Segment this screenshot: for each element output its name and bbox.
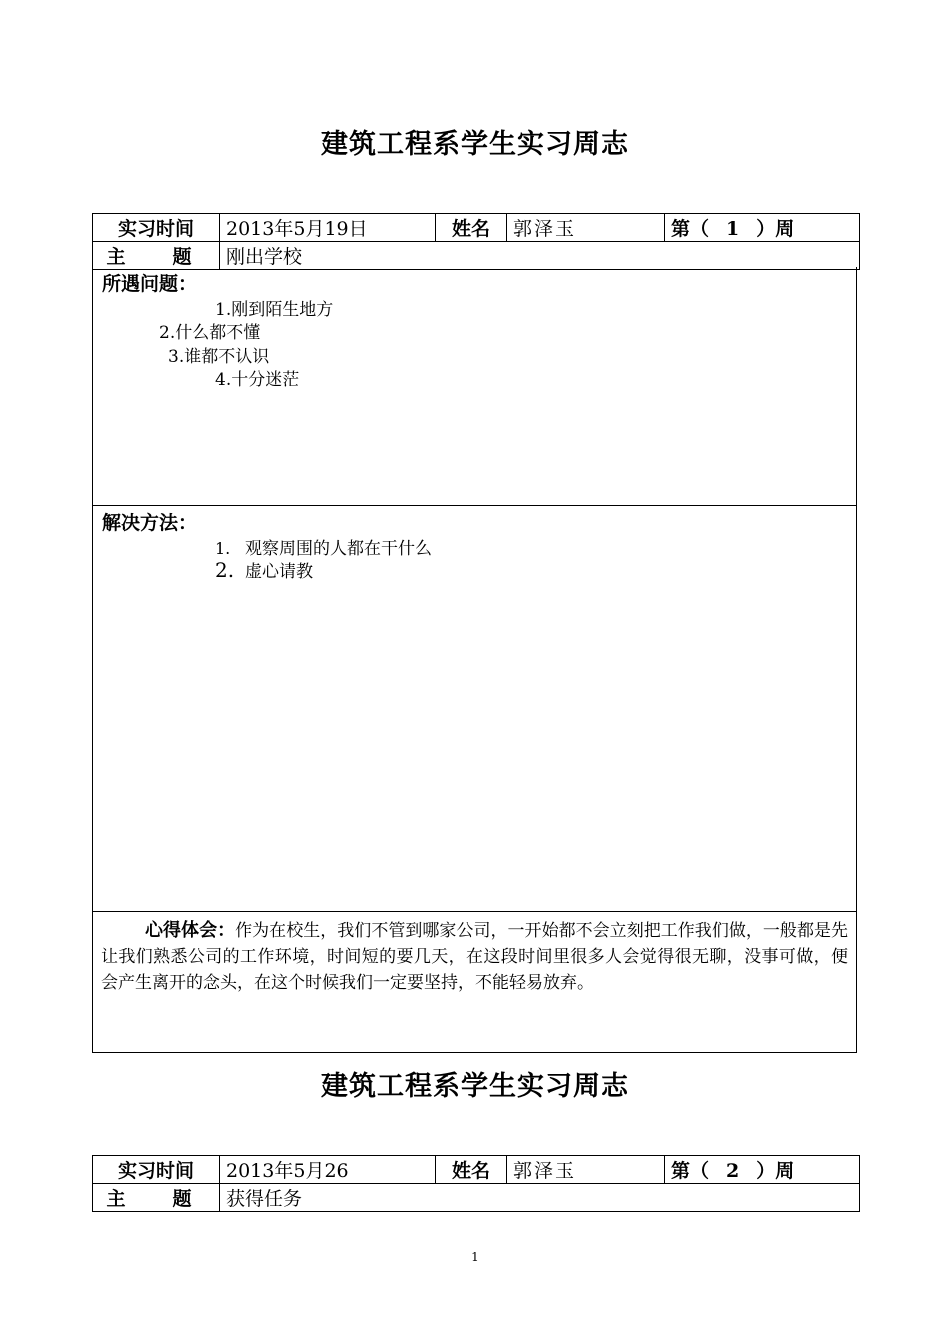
name-label: 姓名 (436, 214, 507, 242)
problems-heading: 所遇问题： (102, 273, 198, 295)
solution-number: 2. (215, 558, 235, 582)
week-number: 1 (726, 218, 740, 240)
week-prefix: 第（ (671, 1160, 710, 1182)
problem-item: 3.谁都不认识 (168, 347, 270, 367)
topic-label: 主 题 (93, 1184, 220, 1212)
name-value: 郭泽玉 (507, 1156, 665, 1184)
page-title: 建筑工程系学生实习周志 (321, 129, 629, 160)
header-table (92, 1155, 860, 1212)
week-cell (665, 214, 860, 242)
problem-item: 1.刚到陌生地方 (215, 300, 334, 320)
header-row (93, 1156, 860, 1184)
header-row (93, 214, 860, 242)
week-number: 2 (726, 1160, 740, 1182)
reflection-heading: 心得体会： (145, 920, 236, 941)
time-value: 2013年5月19日 (220, 214, 436, 242)
week-suffix: ）周 (756, 1160, 795, 1182)
week-cell (665, 1156, 860, 1184)
week-prefix: 第（ (671, 218, 710, 240)
problems-section (92, 267, 857, 506)
reflection-section (92, 912, 857, 1053)
topic-row (93, 1184, 860, 1212)
solution-item (215, 534, 432, 559)
problem-item: 4.十分迷茫 (215, 370, 300, 390)
topic-label: 主 题 (93, 242, 220, 270)
page-title: 建筑工程系学生实习周志 (321, 1071, 629, 1102)
reflection-paragraph (101, 918, 848, 996)
solution-item (215, 557, 313, 582)
time-label: 实习时间 (93, 1156, 220, 1184)
topic-value: 刚出学校 (220, 242, 860, 270)
topic-row (93, 242, 860, 270)
week-suffix: ）周 (756, 218, 795, 240)
problem-item: 2.什么都不懂 (159, 323, 261, 343)
solutions-section (92, 506, 857, 912)
name-value: 郭泽玉 (507, 214, 665, 242)
solutions-heading: 解决方法： (102, 512, 198, 534)
reflection-text: 作为在校生，我们不管到哪家公司，一开始都不会立刻把工作我们做，一般都是先让我们熟悉公司的工作环境，时间短的要几天，在这段时间里很多人会觉得很无聊，没事可做，便会产生离开的念头，在这个时候我们一定要坚持，不能轻易放弃。 (101, 921, 848, 993)
solution-text: 观察周围的人都在干什么 (245, 539, 432, 559)
time-label: 实习时间 (93, 214, 220, 242)
time-value: 2013年5月26 (220, 1156, 436, 1184)
page-number: 1 (471, 1250, 479, 1264)
header-table (92, 213, 860, 270)
name-label: 姓名 (436, 1156, 507, 1184)
topic-value: 获得任务 (220, 1184, 860, 1212)
solution-number: 1. (215, 539, 231, 558)
solution-text: 虚心请教 (245, 562, 313, 582)
